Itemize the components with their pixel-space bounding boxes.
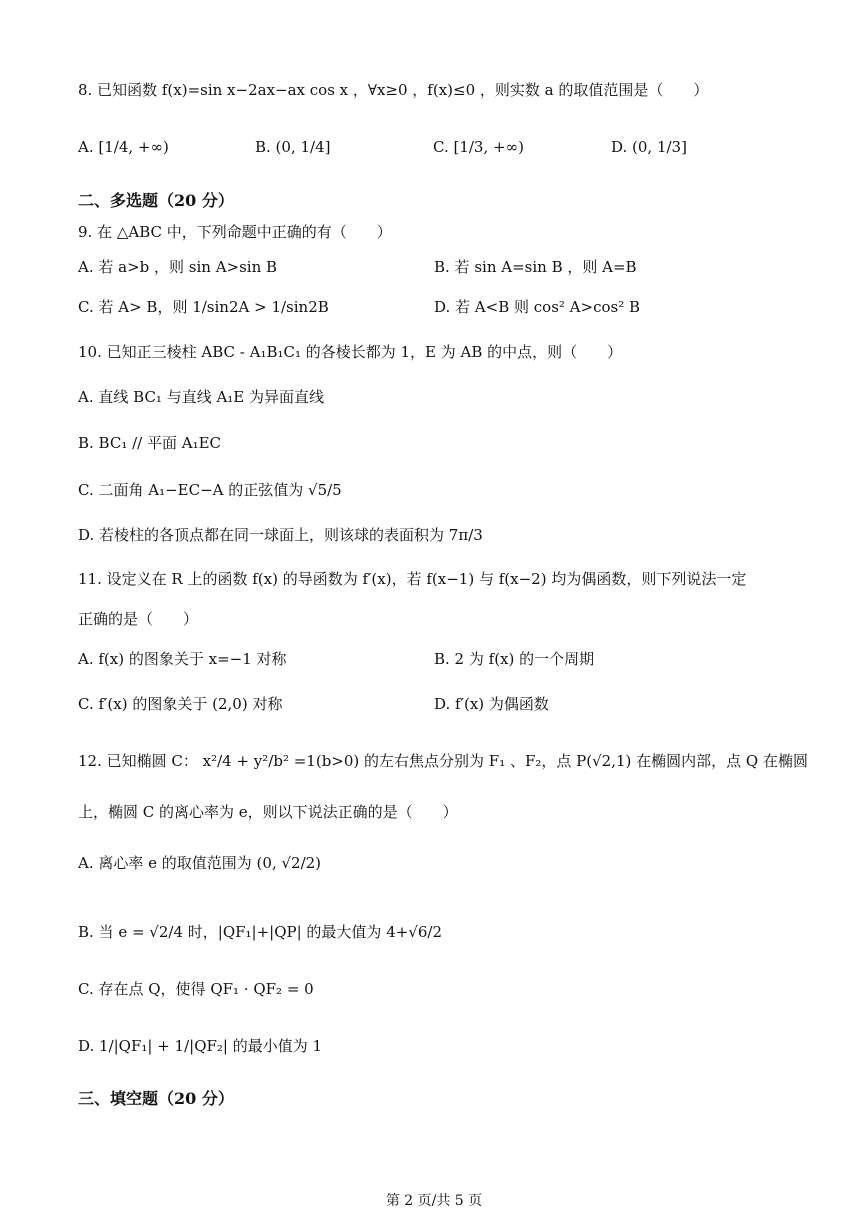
q9-option-b: B. 若 sin A=sin B ，则 A=B [434,258,637,276]
q8-stem: 8. 已知函数 f(x)=sin x−2ax−ax cos x ，∀x≥0 ，f(x)≤0 ，则实数 a 的取值范围是（ ） [78,81,709,99]
q11-option-d: D. f′(x) 为偶函数 [434,695,549,713]
q9-option-a: A. 若 a>b ，则 sin A>sin B [78,258,278,276]
q8-option-d: D. (0, 1/3] [611,138,687,156]
q11-option-a: A. f(x) 的图象关于 x=−1 对称 [78,650,287,668]
q12-stem-line1: 12. 已知椭圆 C： x²/4 + y²/b² =1(b>0) 的左右焦点分别为 F₁ 、F₂，点 P(√2,1) 在椭圆内部，点 Q 在椭圆 [78,752,808,770]
section-heading-fill-blank: 三、填空题（20 分） [78,1089,234,1108]
q9-option-d: D. 若 A<B 则 cos² A>cos² B [434,298,641,316]
q11-option-c: C. f′(x) 的图象关于 (2,0) 对称 [78,695,283,713]
q11-option-b: B. 2 为 f(x) 的一个周期 [434,650,595,668]
q8-option-a: A. [1/4, +∞) [78,138,169,156]
q11-stem-line2: 正确的是（ ） [78,610,199,628]
q10-option-c: C. 二面角 A₁−EC−A 的正弦值为 √5/5 [78,481,342,499]
q12-option-a: A. 离心率 e 的取值范围为 (0, √2/2) [78,854,322,872]
q10-option-a: A. 直线 BC₁ 与直线 A₁E 为异面直线 [78,388,325,406]
q11-stem-line1: 11. 设定义在 R 上的函数 f(x) 的导函数为 f′(x)，若 f(x−1) 与 f(x−2) 均为偶函数，则下列说法一定 [78,570,747,588]
q8-option-b: B. (0, 1/4] [255,138,331,156]
q12-option-d: D. 1/|QF₁| + 1/|QF₂| 的最小值为 1 [78,1037,323,1055]
page-footer: 第 2 页/共 5 页 [385,1193,483,1209]
q12-option-c: C. 存在点 Q，使得 QF₁ · QF₂ = 0 [78,980,314,998]
q10-option-d: D. 若棱柱的各顶点都在同一球面上，则该球的表面积为 7π/3 [78,526,483,544]
q9-option-c: C. 若 A> B，则 1/sin2A > 1/sin2B [78,298,329,316]
q10-stem: 10. 已知正三棱柱 ABC - A₁B₁C₁ 的各棱长都为 1，E 为 AB 的中点，则（ ） [78,343,623,361]
q10-option-b: B. BC₁ // 平面 A₁EC [78,434,222,452]
section-heading-multi-choice: 二、多选题（20 分） [78,191,234,210]
q9-stem: 9. 在 △ABC 中，下列命题中正确的有（ ） [78,223,392,241]
q12-option-b: B. 当 e = √2/4 时，|QF₁|+|QP| 的最大值为 4+√6/2 [78,923,443,941]
q12-stem-line2: 上，椭圆 C 的离心率为 e，则以下说法正确的是（ ） [78,803,458,821]
q8-option-c: C. [1/3, +∞) [433,138,524,156]
